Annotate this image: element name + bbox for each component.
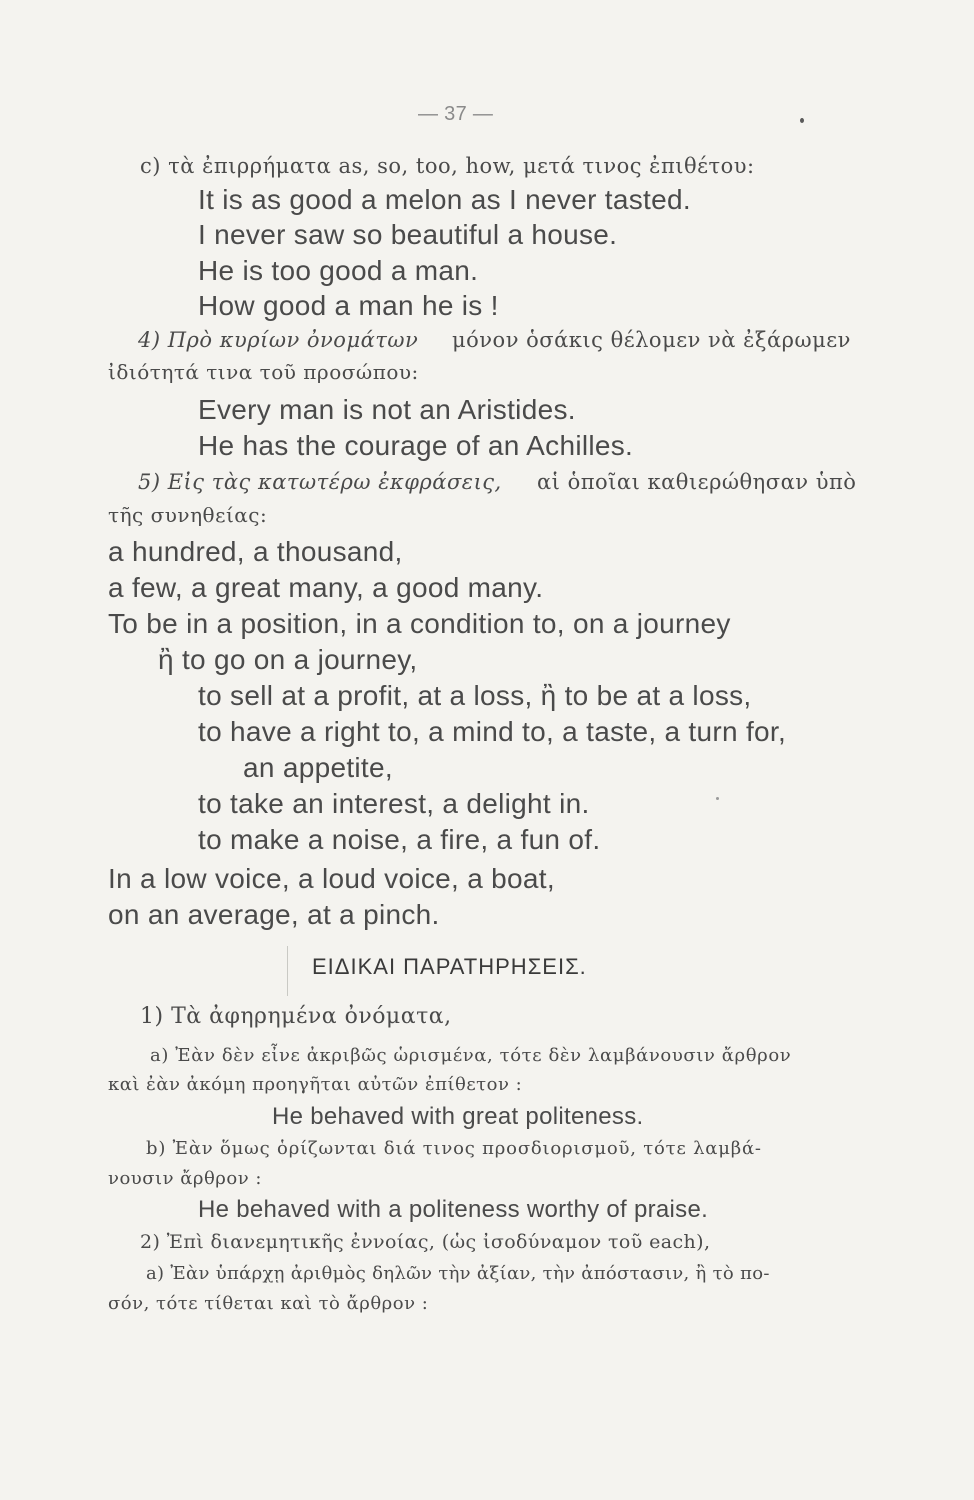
text-line: ἰδιότητά τινα τοῦ προσώπου:	[108, 360, 419, 384]
text-line: on an average, at a pinch.	[108, 899, 440, 930]
text-line: an appetite,	[243, 752, 393, 783]
text-line: καὶ ἐὰν ἀκόμη προηγῆται αὐτῶν ἐπίθετον :	[108, 1074, 523, 1095]
text-line: He is too good a man.	[198, 255, 479, 286]
text-line: to have a right to, a mind to, a taste, a turn for,	[198, 716, 787, 747]
text-line: b) Ἐὰν ὅμως ὁρίζωνται διά τινος προσδιορισμοῦ, τότε λαμβά-	[146, 1138, 762, 1159]
text-line: τῆς συνηθείας:	[108, 503, 268, 527]
text-line: 4) Πρὸ κυρίων ὀνομάτων	[138, 328, 419, 352]
section-heading: ΕΙΔΙΚΑΙ ΠΑΡΑΤΗΡΗΣΕΙΣ.	[312, 954, 587, 979]
text-line: Every man is not an Aristides.	[198, 394, 576, 425]
text-line: a) Ἐὰν ὑπάρχῃ ἀριθμὸς δηλῶν τὴν ἀξίαν, τὴν ἀπόστασιν, ἢ τὸ πο-	[146, 1263, 770, 1284]
text-line: σόν, τότε τίθεται καὶ τὸ ἄρθρον :	[108, 1293, 429, 1314]
text-line: a hundred, a thousand,	[108, 536, 403, 567]
text-line: a) Ἐὰν δὲν εἶνε ἀκριβῶς ὡρισμένα, τότε δὲν λαμβάνουσιν ἄρθρον	[150, 1045, 792, 1066]
text-line: I never saw so beautiful a house.	[198, 219, 618, 250]
text-line: ἢ to go on a journey,	[158, 644, 418, 675]
text-line: In a low voice, a loud voice, a boat,	[108, 863, 555, 894]
text-line: 1) Τὰ ἀφηρημένα ὀνόματα,	[140, 1004, 452, 1029]
text-line: to sell at a profit, at a loss, ἢ to be at a loss,	[198, 680, 752, 711]
text-line: He has the courage of an Achilles.	[198, 430, 634, 461]
ink-speck	[800, 118, 804, 123]
page-number: — 37 —	[418, 103, 494, 125]
text-line: He behaved with a politeness worthy of praise.	[198, 1196, 709, 1223]
text-line: He behaved with great politeness.	[272, 1103, 644, 1130]
text-line: 5) Εἰς τὰς κατωτέρω ἐκφράσεις,	[138, 470, 502, 494]
text-line: To be in a position, in a condition to, on a journey	[108, 608, 731, 639]
text-line: How good a man he is !	[198, 290, 499, 321]
text-line: 2) Ἐπὶ διανεμητικῆς ἐννοίας, (ὡς ἰσοδύναμον τοῦ each),	[140, 1231, 711, 1253]
text-line: a few, a great many, a good many.	[108, 572, 544, 603]
text-line: αἱ ὁποῖαι καθιερώθησαν ὑπὸ	[537, 470, 857, 494]
text-line: μόνον ὁσάκις θέλομεν νὰ ἐξάρωμεν	[452, 328, 851, 352]
text-line: to take an interest, a delight in.	[198, 788, 590, 819]
ink-speck	[716, 797, 719, 800]
text-line: c) τὰ ἐπιρρήματα as, so, too, how, μετά τινος ἐπιθέτου:	[140, 154, 755, 178]
text-line: It is as good a melon as I never tasted.	[198, 184, 691, 215]
text-line: νουσιν ἄρθρον :	[108, 1168, 262, 1189]
page-crease	[287, 946, 288, 996]
text-line: to make a noise, a fire, a fun of.	[198, 824, 601, 855]
